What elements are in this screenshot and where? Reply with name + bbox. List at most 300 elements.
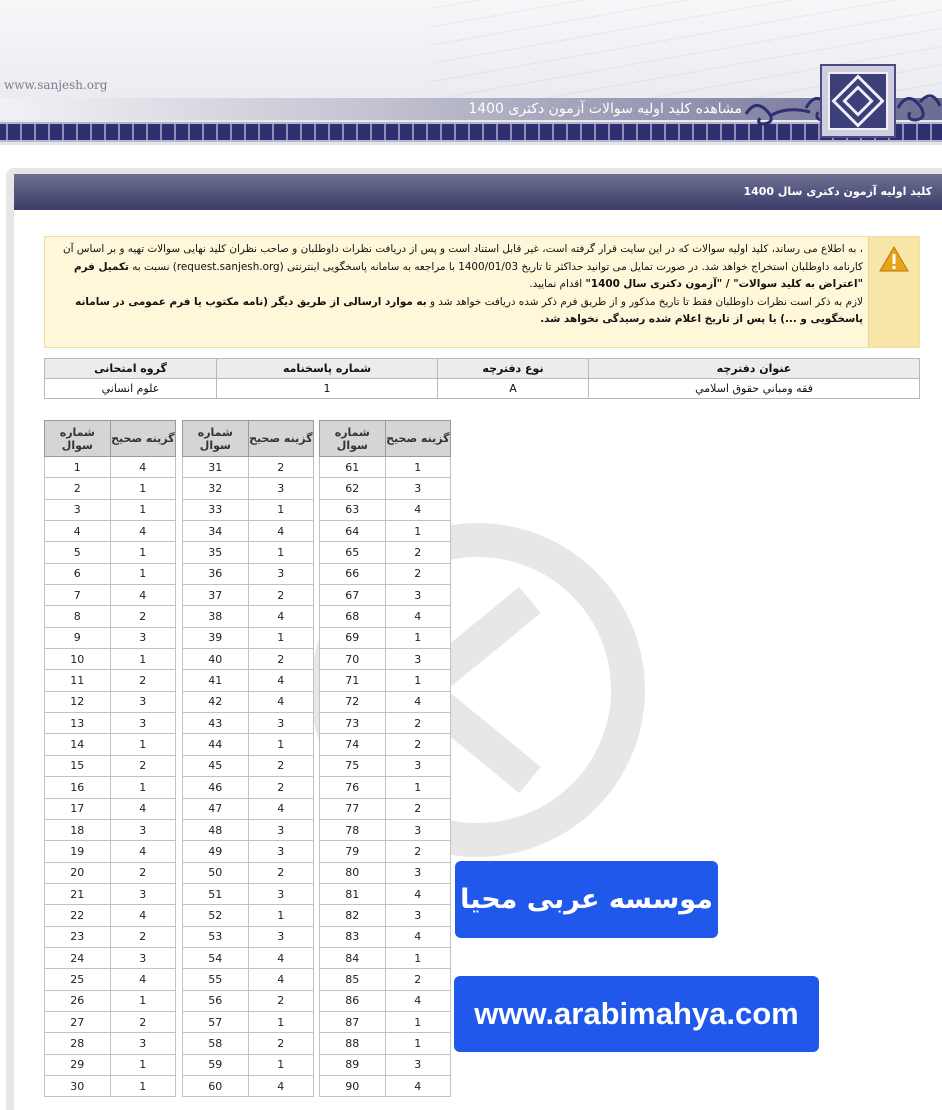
question-number: 50 [183,862,249,883]
table-row [320,649,451,670]
correct-option: 3 [110,713,175,734]
question-number: 57 [183,1011,249,1032]
correct-option: 4 [248,521,313,542]
correct-option: 1 [385,457,450,478]
correct-option: 3 [248,883,313,904]
correct-option: 1 [110,1054,175,1075]
logo-emblem-icon [830,74,886,128]
table-row [183,713,314,734]
question-number: 85 [320,969,386,990]
question-number: 42 [183,691,249,712]
table-row [320,563,451,584]
question-number: 53 [183,926,249,947]
table-row [183,499,314,520]
correct-option: 3 [248,819,313,840]
question-number: 37 [183,585,249,606]
correct-option: 3 [248,841,313,862]
correct-option: 1 [110,990,175,1011]
question-number: 31 [183,457,249,478]
question-number: 28 [45,1033,111,1054]
question-number: 87 [320,1011,386,1032]
correct-option: 1 [248,1011,313,1032]
correct-option: 3 [385,649,450,670]
question-number-header: شماره سوال [320,421,386,457]
table-row [183,1075,314,1096]
question-number: 54 [183,947,249,968]
correct-option: 2 [248,862,313,883]
question-number: 1 [45,457,111,478]
question-number: 33 [183,499,249,520]
correct-option: 1 [385,1033,450,1054]
correct-option: 1 [110,777,175,798]
notice-paragraph-2-bold: به موارد ارسالی از طریق دیگر (نامه مکتوب یا فرم عمومی در سامانه پاسخگویی و ...) یا پس از تاریخ اعلام شده رسیدگی نخواهد شد. [75,295,863,326]
page-title: مشاهده کلید اولیه سوالات آزمون دکتری 1400 [468,101,742,117]
table-row [320,841,451,862]
table-row [320,862,451,883]
table-row [45,969,176,990]
question-number: 55 [183,969,249,990]
table-row [320,499,451,520]
question-number: 6 [45,563,111,584]
question-number: 27 [45,1011,111,1032]
correct-option: 3 [110,627,175,648]
table-row [45,542,176,563]
question-number: 71 [320,670,386,691]
question-number: 62 [320,478,386,499]
table-row [45,499,176,520]
question-number: 63 [320,499,386,520]
correct-option: 1 [110,734,175,755]
question-number: 60 [183,1075,249,1096]
question-number: 12 [45,691,111,712]
table-row [45,798,176,819]
correct-option: 4 [248,969,313,990]
question-number: 8 [45,606,111,627]
question-number: 73 [320,713,386,734]
question-number: 23 [45,926,111,947]
question-number: 5 [45,542,111,563]
table-row [183,691,314,712]
table-row [183,563,314,584]
question-number: 69 [320,627,386,648]
table-row [45,521,176,542]
booklet-title: فقه ومباني حقوق اسلامي [589,379,920,399]
question-number: 78 [320,819,386,840]
table-row [45,905,176,926]
table-row [183,1011,314,1032]
correct-option: 3 [248,478,313,499]
correct-option: 2 [248,649,313,670]
correct-option: 3 [385,905,450,926]
header-exam-group: گروه امتحانی [45,359,217,379]
notice-paragraph-1: ، به اطلاع می رساند، کلید اولیه سوالات که در این سایت قرار گرفته است، غیر قابل استناد است و پس از دریافت نظرات داوطلبان و صاحب نظران کلید نهایی سوالات تهیه و بر اساس آن کارنامه داوطلبان استخراج خواهد شد. در صورت تمایل می توانید حداکثر تا تاریخ 1400/01/03 با مراجعه به سامانه پاسخگویی اینترنتی (request.sanjesh.org) نسبت به [62,243,863,273]
correct-option: 2 [248,777,313,798]
sanjesh-logo [820,64,896,138]
question-number: 25 [45,969,111,990]
question-number: 9 [45,627,111,648]
correct-option: 4 [385,1075,450,1096]
table-row [45,713,176,734]
table-row [45,926,176,947]
correct-option: 4 [110,585,175,606]
correct-option: 4 [110,841,175,862]
notice-icon-column [868,237,919,347]
table-row [320,926,451,947]
table-row [320,819,451,840]
question-number: 22 [45,905,111,926]
table-row [183,798,314,819]
table-row [320,883,451,904]
question-number: 43 [183,713,249,734]
question-number: 77 [320,798,386,819]
answer-sheet-number: 1 [217,379,438,399]
table-row [183,755,314,776]
table-row [320,777,451,798]
correct-option-header: گزینه صحیح [248,421,313,457]
table-row [183,883,314,904]
question-number: 4 [45,521,111,542]
correct-option: 1 [385,521,450,542]
table-row [183,841,314,862]
question-number: 44 [183,734,249,755]
table-row [45,478,176,499]
correct-option: 3 [248,713,313,734]
correct-option: 3 [385,819,450,840]
correct-option: 3 [248,926,313,947]
question-number: 84 [320,947,386,968]
correct-option: 3 [110,883,175,904]
question-number: 56 [183,990,249,1011]
table-row [183,478,314,499]
correct-option: 2 [385,563,450,584]
correct-option: 4 [248,670,313,691]
answer-table-3 [319,420,451,1097]
table-row [183,521,314,542]
site-url[interactable]: www.sanjesh.org [4,78,108,92]
question-number: 19 [45,841,111,862]
table-row [183,606,314,627]
correct-option: 2 [110,670,175,691]
panel-title: کلید اولیه آزمون دکتری سال 1400 [14,174,942,210]
warning-icon [879,245,909,273]
question-number: 30 [45,1075,111,1096]
question-number: 59 [183,1054,249,1075]
question-number: 45 [183,755,249,776]
notice-box [44,236,920,348]
question-number: 76 [320,777,386,798]
correct-option: 4 [110,905,175,926]
correct-option: 4 [385,990,450,1011]
question-number: 74 [320,734,386,755]
correct-option: 2 [385,841,450,862]
booklet-type: A [438,379,589,399]
table-row [320,755,451,776]
table-row [183,627,314,648]
question-number: 36 [183,563,249,584]
question-number: 80 [320,862,386,883]
table-row [45,670,176,691]
table-row [320,1011,451,1032]
table-row [320,691,451,712]
question-number: 82 [320,905,386,926]
table-row [183,990,314,1011]
notice-paragraph-1-end: اقدام نمایید. [529,278,583,291]
question-number: 48 [183,819,249,840]
correct-option: 2 [385,713,450,734]
table-row [183,670,314,691]
table-row [183,649,314,670]
table-row [45,841,176,862]
table-row [320,905,451,926]
table-row [183,926,314,947]
table-row [45,819,176,840]
institute-url-badge[interactable]: www.arabimahya.com [454,976,819,1052]
correct-option: 1 [110,563,175,584]
table-row [45,990,176,1011]
table-row [320,798,451,819]
correct-option: 2 [110,1011,175,1032]
correct-option: 2 [248,1033,313,1054]
table-row [183,777,314,798]
correct-option: 4 [248,1075,313,1096]
correct-option: 3 [385,862,450,883]
correct-option: 4 [248,947,313,968]
exam-group: علوم انساني [45,379,217,399]
question-number: 24 [45,947,111,968]
question-number: 40 [183,649,249,670]
ornament-left-icon [740,90,820,130]
correct-option: 2 [110,755,175,776]
table-row [45,1033,176,1054]
correct-option: 1 [110,542,175,563]
correct-option: 1 [110,649,175,670]
question-number: 21 [45,883,111,904]
table-row [45,691,176,712]
correct-option: 1 [248,542,313,563]
question-number: 86 [320,990,386,1011]
table-row [320,969,451,990]
header-answer-sheet-number: شماره پاسخنامه [217,359,438,379]
question-number: 17 [45,798,111,819]
table-row [45,379,920,399]
table-row [45,755,176,776]
question-number: 88 [320,1033,386,1054]
correct-option: 1 [110,499,175,520]
correct-option: 3 [385,755,450,776]
question-number: 68 [320,606,386,627]
correct-option: 2 [110,606,175,627]
correct-option: 2 [385,734,450,755]
correct-option: 4 [385,691,450,712]
question-number: 66 [320,563,386,584]
correct-option: 4 [248,691,313,712]
question-number: 58 [183,1033,249,1054]
question-number: 13 [45,713,111,734]
table-row [320,521,451,542]
correct-option: 1 [385,670,450,691]
table-row [320,713,451,734]
table-row [320,627,451,648]
correct-option: 3 [110,947,175,968]
correct-option: 3 [110,1033,175,1054]
table-row [183,542,314,563]
table-row [45,1054,176,1075]
header-booklet-type: نوع دفترچه [438,359,589,379]
correct-option: 3 [110,691,175,712]
correct-option: 4 [110,798,175,819]
question-number: 7 [45,585,111,606]
correct-option: 2 [110,926,175,947]
question-number: 3 [45,499,111,520]
question-number: 72 [320,691,386,712]
table-row [45,585,176,606]
header-booklet-title: عنوان دفترچه [589,359,920,379]
table-row [320,990,451,1011]
correct-option: 4 [385,606,450,627]
correct-option: 2 [248,585,313,606]
correct-option: 1 [385,947,450,968]
table-row [183,1054,314,1075]
correct-option: 3 [385,585,450,606]
correct-option: 2 [110,862,175,883]
question-number: 47 [183,798,249,819]
correct-option: 4 [385,499,450,520]
table-row [320,1033,451,1054]
question-number: 15 [45,755,111,776]
table-row [183,1033,314,1054]
correct-option: 4 [110,457,175,478]
answer-table-2 [182,420,314,1097]
question-number: 46 [183,777,249,798]
table-row [183,734,314,755]
question-number-header: شماره سوال [45,421,111,457]
correct-option: 4 [385,926,450,947]
correct-option: 4 [248,606,313,627]
answer-table-1 [44,420,176,1097]
correct-option: 1 [248,1054,313,1075]
question-number: 2 [45,478,111,499]
question-number: 35 [183,542,249,563]
question-number: 38 [183,606,249,627]
question-number: 51 [183,883,249,904]
table-row [320,606,451,627]
question-number: 18 [45,819,111,840]
correct-option: 2 [248,457,313,478]
correct-option: 2 [385,542,450,563]
correct-option: 2 [248,755,313,776]
table-row [320,947,451,968]
question-number: 67 [320,585,386,606]
question-number: 79 [320,841,386,862]
correct-option-header: گزینه صحیح [385,421,450,457]
question-number: 49 [183,841,249,862]
question-number: 34 [183,521,249,542]
table-row [45,1075,176,1096]
question-number: 81 [320,883,386,904]
question-number: 64 [320,521,386,542]
question-number: 61 [320,457,386,478]
question-number: 14 [45,734,111,755]
table-row [183,947,314,968]
question-number-header: شماره سوال [183,421,249,457]
correct-option: 1 [385,777,450,798]
question-number: 65 [320,542,386,563]
table-row [45,606,176,627]
table-row [320,670,451,691]
table-row [320,542,451,563]
question-number: 26 [45,990,111,1011]
booklet-info-table [44,358,920,399]
notice-form-name: تکمیل فرم "اعتراض به کلید سوالات" / "آزمون دکتری سال 1400" [73,260,863,291]
table-row [45,947,176,968]
table-row [45,1011,176,1032]
question-number: 70 [320,649,386,670]
correct-option: 1 [248,734,313,755]
table-row [320,585,451,606]
correct-option: 1 [385,627,450,648]
correct-option: 1 [110,1075,175,1096]
question-number: 10 [45,649,111,670]
table-row [45,734,176,755]
table-row [45,627,176,648]
table-row [183,585,314,606]
question-number: 11 [45,670,111,691]
correct-option: 2 [385,969,450,990]
question-number: 52 [183,905,249,926]
table-row [183,457,314,478]
correct-option: 2 [248,990,313,1011]
table-row [45,777,176,798]
correct-option: 4 [385,883,450,904]
question-number: 41 [183,670,249,691]
question-number: 16 [45,777,111,798]
correct-option: 4 [248,798,313,819]
table-row [320,457,451,478]
correct-option: 3 [385,478,450,499]
correct-option: 4 [110,969,175,990]
correct-option: 1 [385,1011,450,1032]
question-number: 29 [45,1054,111,1075]
table-row [320,478,451,499]
question-number: 75 [320,755,386,776]
question-number: 89 [320,1054,386,1075]
correct-option: 3 [385,1054,450,1075]
notice-text [53,241,863,329]
table-row [45,649,176,670]
question-number: 20 [45,862,111,883]
table-row [320,734,451,755]
table-row [320,1075,451,1096]
institute-name-badge: موسسه عربی محیا [455,861,718,938]
correct-option: 1 [248,499,313,520]
correct-option: 3 [248,563,313,584]
table-row [183,969,314,990]
correct-option: 4 [110,521,175,542]
correct-option: 1 [248,627,313,648]
table-row [45,457,176,478]
question-number: 39 [183,627,249,648]
correct-option: 2 [385,798,450,819]
table-row [45,563,176,584]
question-number: 90 [320,1075,386,1096]
table-row [320,1054,451,1075]
correct-option: 1 [248,905,313,926]
correct-option: 1 [110,478,175,499]
question-number: 83 [320,926,386,947]
notice-paragraph-2: لازم به ذکر است نظرات داوطلبان فقط تا تاریخ مذکور و از طریق فرم ذکر شده دریافت خواهد شد و [429,295,863,308]
correct-option-header: گزینه صحیح [110,421,175,457]
correct-option: 3 [110,819,175,840]
